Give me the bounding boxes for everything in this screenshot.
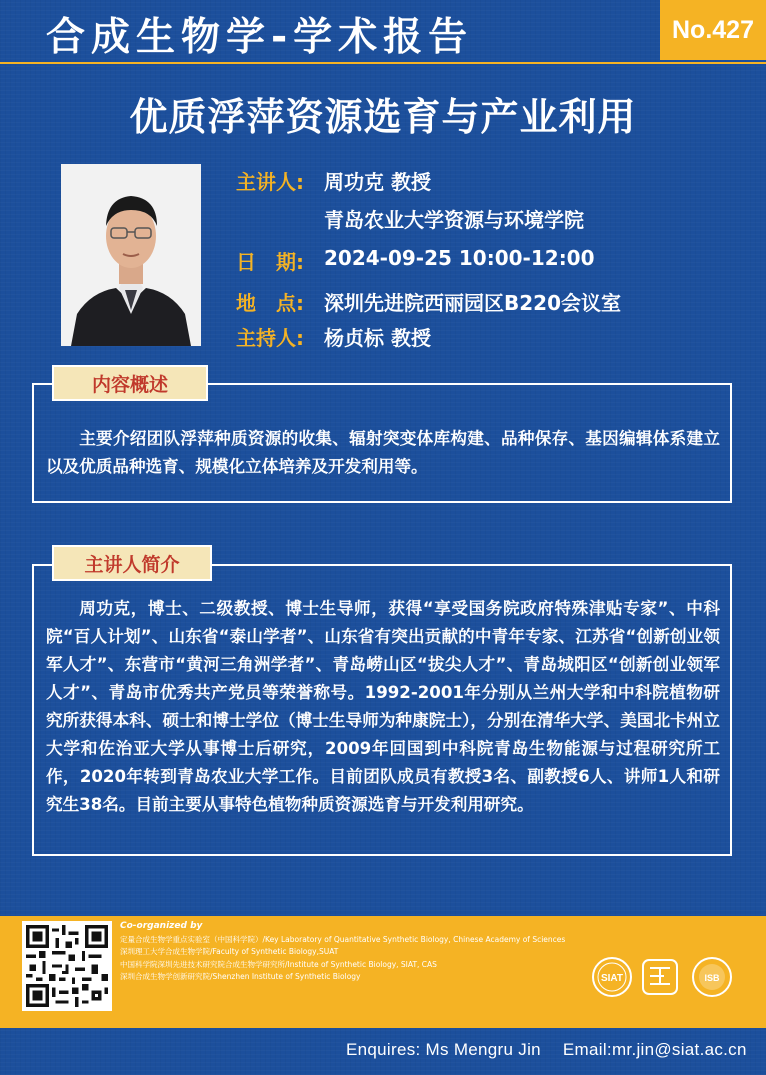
host-row — [236, 322, 431, 351]
location-value: 深圳先进院西丽园区B220会议室 — [324, 291, 621, 315]
series-title: 合成生物学-学术报告 — [46, 15, 474, 60]
isb-logo-text: ISB — [704, 973, 720, 983]
host-label: 主持人: — [236, 326, 304, 350]
organizer-line: 深圳理工大学合成生物学院/Faculty of Synthetic Biology,SUAT — [120, 947, 339, 957]
enquires-text: Enquires: Ms Mengru Jin — [346, 1040, 541, 1059]
bio-heading: 主讲人简介 — [52, 545, 212, 581]
talk-title: 优质浮萍资源选育与产业利用 — [129, 95, 637, 139]
footer-band — [0, 916, 766, 1028]
speaker-name: 周功克 教授 — [324, 170, 431, 194]
report-number-badge: No.427 — [660, 0, 766, 60]
host-value: 杨贞标 教授 — [324, 326, 431, 350]
summary-heading: 内容概述 — [52, 365, 208, 401]
email-text[interactable]: Email:mr.jin@siat.ac.cn — [562, 1040, 747, 1059]
header-bar — [0, 0, 766, 62]
title-divider — [0, 62, 766, 64]
organizer-line: 深圳合成生物学创新研究院/Shenzhen Institute of Synthetic Biology — [120, 972, 361, 982]
location-label: 地 点: — [236, 291, 304, 315]
summary-text: 主要介绍团队浮萍种质资源的收集、辐射突变体库构建、品种保存、基因编辑体系建立以及优质品种选育、规模化立体培养及开发利用等。 — [46, 429, 720, 476]
contact-info — [346, 1040, 747, 1060]
date-label: 日 期: — [236, 250, 304, 274]
date-value: 2024-09-25 10:00-12:00 — [324, 246, 595, 270]
isb-logo-icon — [693, 958, 731, 996]
qr-code — [22, 921, 112, 1011]
date-row — [236, 246, 595, 275]
speaker-label: 主讲人: — [236, 170, 304, 194]
speaker-affiliation: 青岛农业大学资源与环境学院 — [324, 208, 584, 232]
speaker-row — [236, 166, 431, 195]
speaker-portrait-icon — [61, 164, 201, 346]
qr-code-icon — [26, 925, 108, 1007]
speaker-photo — [61, 164, 201, 346]
co-organizers-title: Co-organized by — [120, 921, 203, 931]
siat-logo-text: SIAT — [600, 973, 624, 984]
bio-text: 周功克，博士、二级教授、博士生导师，获得“享受国务院政府特殊津贴专家”、中科院“百人计划”、山东省“泰山学者”、山东省有突出贡献的中青年专家、江苏省“创新创业领军人才”、东营市“黄河三角洲学者”、青岛崂山区“拔尖人才”、青岛城阳区“创新创业领军人才”、青岛市优秀共产党员等荣誉称号。1992-2001年分别从兰州大学和中科院植物研究所获得本科、硕士和博士学位（博士生导师为种康院士），分别在清华大学、美国北卡州立大学和佐治亚大学从事博士后研究，2009年回国到中科院青岛生物能源与过程研究所工作，2020年转到青岛农业大学工作。目前团队成员有教授3名、副教授6人、讲师1人和研究生38名。目前主要从事特色植物种质资源选育与开发利用研究。 — [46, 599, 720, 814]
organizer-line: 定量合成生物学重点实验室（中国科学院）/Key Laboratory of Quantitative Synthetic Biology, Chinese Academy of Sciences — [120, 934, 566, 944]
organizer-logos — [590, 954, 740, 1000]
location-row — [236, 287, 621, 316]
siat-logo-icon — [593, 958, 631, 996]
co-organizers — [120, 920, 565, 984]
organizer-line: 中国科学院深圳先进技术研究院合成生物学研究所/Institute of Synthetic Biology, SIAT, CAS — [120, 959, 437, 969]
synbio-institute-logo-icon — [643, 960, 677, 994]
